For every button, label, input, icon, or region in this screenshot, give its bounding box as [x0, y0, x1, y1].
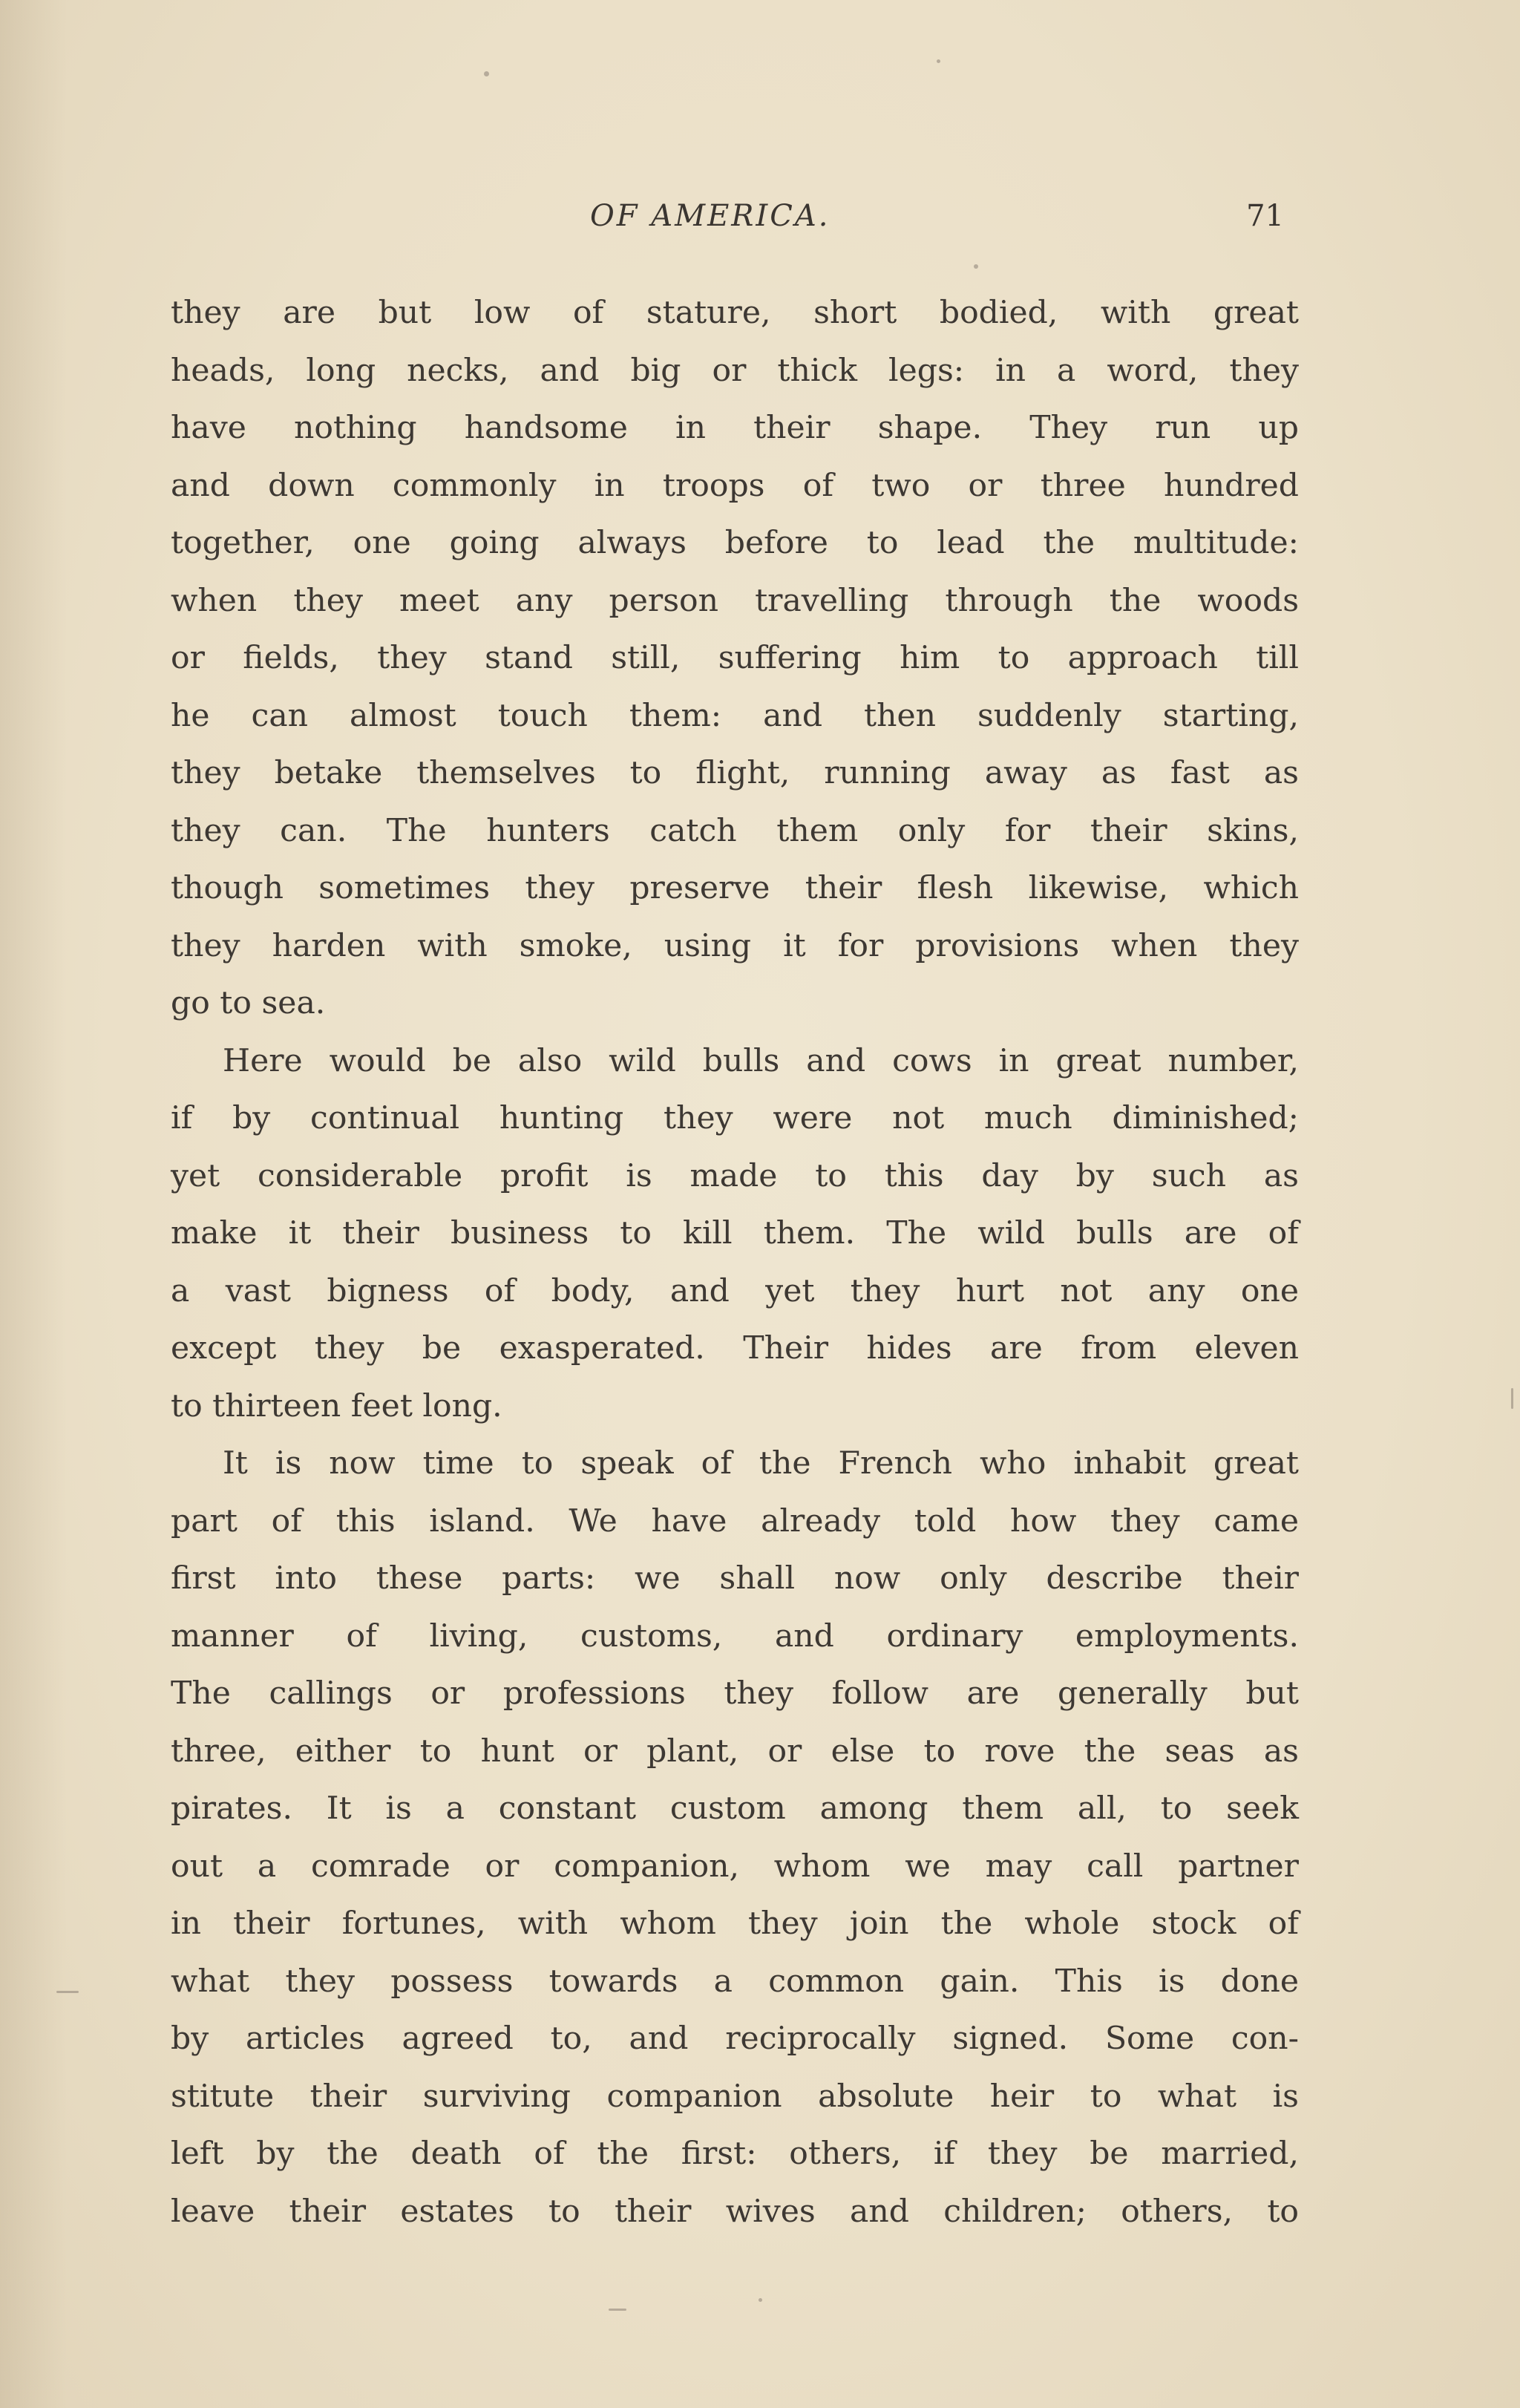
text-line: left by the death of the first: others, if they be married,: [171, 2136, 1299, 2172]
text-line: together, one going always before to lead the multitude:: [171, 525, 1299, 561]
text-line: and down commonly in troops of two or three hundred: [171, 467, 1299, 504]
paper-speck: [609, 2309, 626, 2311]
text-line: they can. The hunters catch them only for their skins,: [171, 812, 1299, 849]
text-line: what they possess towards a common gain. This is done: [171, 1963, 1299, 2000]
text-line: they are but low of stature, short bodied, with great: [171, 295, 1299, 331]
text-line: though sometimes they preserve their flesh likewise, which: [171, 870, 1299, 906]
text-line: make it their business to kill them. The wild bulls are of: [171, 1215, 1299, 1252]
text-line: pirates. It is a constant custom among them all, to seek: [171, 1790, 1299, 1827]
text-line: out a comrade or companion, whom we may call partner: [171, 1848, 1299, 1885]
text-line: if by continual hunting they were not much diminished;: [171, 1100, 1299, 1136]
paper-speck: [937, 59, 940, 63]
text-line: they betake themselves to flight, running away as fast as: [171, 755, 1299, 791]
text-line: except they be exasperated. Their hides are from eleven: [171, 1330, 1299, 1367]
text-line: he can almost touch them: and then suddenly starting,: [171, 697, 1299, 734]
page-gutter-shadow: [0, 0, 67, 2408]
paper-speck: [1511, 1388, 1513, 1409]
text-line: three, either to hunt or plant, or else to rove the seas as: [171, 1733, 1299, 1770]
text-line: yet considerable profit is made to this day by such as: [171, 1157, 1299, 1194]
text-line: stitute their surviving companion absolute heir to what is: [171, 2078, 1299, 2115]
text-line: or fields, they stand still, suffering him to approach till: [171, 640, 1299, 676]
text-line-paragraph-start: Here would be also wild bulls and cows in great number,: [223, 1042, 1299, 1079]
text-line: heads, long necks, and big or thick legs: in a word, they: [171, 352, 1299, 389]
text-line: manner of living, customs, and ordinary employments.: [171, 1617, 1299, 1655]
text-line-paragraph-start: It is now time to speak of the French who inhabit great: [223, 1445, 1299, 1482]
paper-speck: [56, 1991, 79, 1993]
paper-speck: [759, 2298, 762, 2302]
text-line: they harden with smoke, using it for provisions when they: [171, 927, 1299, 964]
text-line: when they meet any person travelling through the woods: [171, 582, 1299, 619]
text-line: have nothing handsome in their shape. They run up: [171, 410, 1299, 446]
text-line: in their fortunes, with whom they join the whole stock of: [171, 1905, 1299, 1942]
running-head: OF AMERICA.: [590, 199, 831, 233]
text-line: leave their estates to their wives and children; others, to: [171, 2193, 1299, 2230]
text-line-paragraph-end: to thirteen feet long.: [171, 1387, 502, 1424]
page-number: 71: [1246, 199, 1284, 233]
text-line: by articles agreed to, and reciprocally signed. Some con-: [171, 2021, 1299, 2057]
text-line: first into these parts: we shall now only describe their: [171, 1560, 1299, 1597]
text-line: a vast bigness of body, and yet they hurt not any one: [171, 1272, 1299, 1309]
text-line: The callings or professions they follow are generally but: [171, 1675, 1299, 1712]
text-line: part of this island. We have already told how they came: [171, 1502, 1299, 1540]
body-text: [171, 284, 1299, 2240]
page-header: [171, 199, 1284, 251]
paper-speck: [974, 264, 978, 269]
paper-speck: [484, 71, 489, 76]
text-line-paragraph-end: go to sea.: [171, 985, 326, 1021]
